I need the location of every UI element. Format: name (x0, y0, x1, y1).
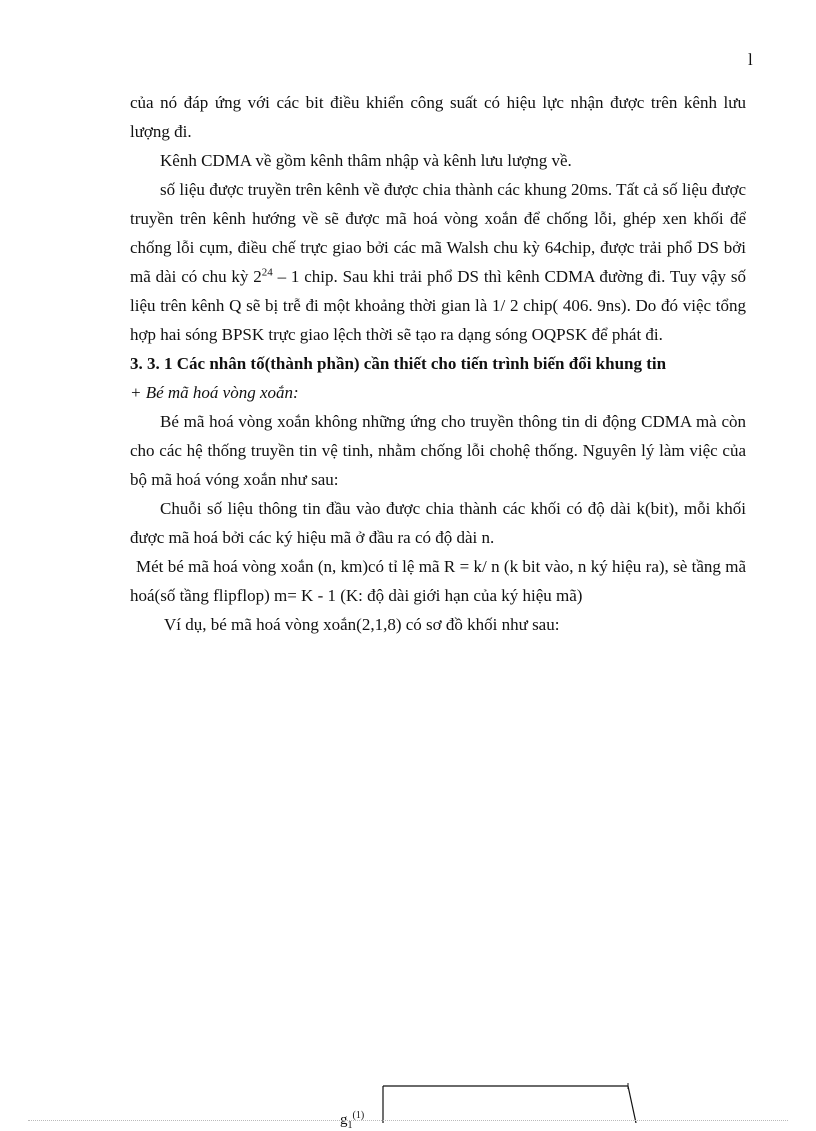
diagram-label-g1: $g_1^{(1)}$ (340, 1110, 365, 1131)
section-heading: 3. 3. 1 Các nhân tố(thành phần) cần thiết cho tiến trình biến đổi khung tin (130, 354, 667, 373)
paragraph-1: của nó đáp ứng với các bit điều khiển công suất có hiệu lực nhận được trên kênh lưu lượng đi. (130, 93, 746, 141)
page-bottom-divider (28, 1120, 788, 1121)
paragraph-5: Chuỗi số liệu thông tin đầu vào được chia thành các khối có độ dài k(bit), mỗi khối được mã hoá bởi các ký hiệu mã ở đầu ra có độ dài n. (130, 499, 746, 547)
subheading: + Bé mã hoá vòng xoắn: (130, 383, 299, 402)
paragraph-6: Mét bé mã hoá vòng xoắn (n, km)có tỉ lệ mã R = k/ n (k bit vào, n ký hiệu ra), sè tầng mã hoá(số tầng flipflop) m= K - 1 (K: độ dài giới hạn của ký hiệu mã) (130, 557, 746, 605)
paragraph-3-text-a: số liệu được truyền trên kênh về được chia thành các khung 20ms. Tất cả số liệu được truyền trên kênh hướng về sẽ được mã hoá vòng xoắn để chống lỗi, ghép xen khối để chống lỗi cụm, điều chế trực giao bởi các mã Walsh chu kỳ 64chip, được trải phổ DS bởi mã dài có chu kỳ 2 (130, 180, 746, 286)
paragraph-2: Kênh CDMA về gồm kênh thâm nhập và kênh lưu lượng về. (160, 151, 572, 170)
exponent: 24 (261, 266, 273, 279)
page-number: l (748, 50, 753, 69)
paragraph-3-text-b: – 1 chip. Sau khi trải phổ DS thì kênh CDMA đường đi. Tuy vậy số liệu trên kênh Q sẽ bị trễ đi một khoảng thời gian là 1/ 2 chip( 406. 9ns). Do đó việc tổng hợp hai sóng BPSK trực giao lệch thời sẽ tạo ra dạng sóng OQPSK để phát đi. (130, 267, 746, 344)
diagram-slant-line (628, 1086, 636, 1123)
paragraph-7: Ví dụ, bé mã hoá vòng xoắn(2,1,8) có sơ đồ khối như sau: (164, 615, 560, 634)
paragraph-4: Bé mã hoá vòng xoắn không những ứng cho truyền thông tin di động CDMA mà còn cho các hệ thống truyền tin vệ tinh, nhằm chống lỗi chohệ thống. Nguyên lý làm việc của bộ mã hoá vóng xoắn như sau: (130, 412, 746, 489)
